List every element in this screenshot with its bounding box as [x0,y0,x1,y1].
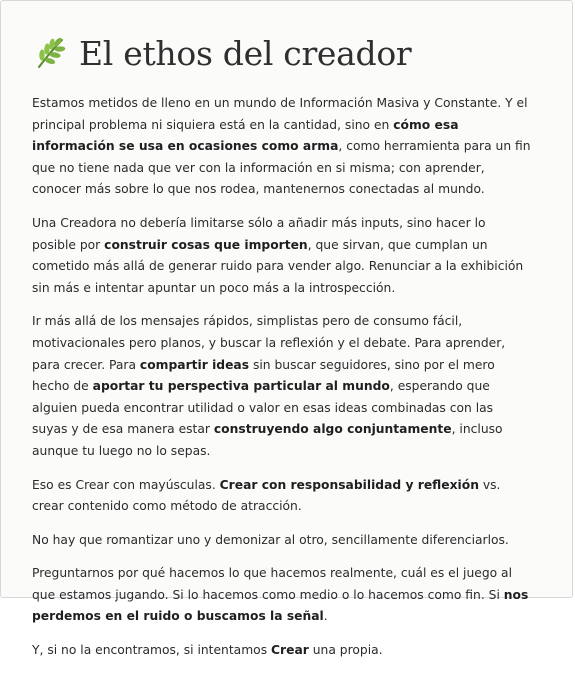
bold-text: Crear con responsabilidad y reflexión [219,477,479,492]
bold-text: Crear [271,643,309,658]
text-run: No hay que romantizar uno y demonizar al otro, sencillamente diferenciarlos. [32,532,509,547]
text-run: , esperando que alguien pueda encontrar utilidad o valor en esas ideas combinadas con las suyas y de esa manera estar [32,379,494,437]
paragraph [32,640,532,662]
paragraph [32,563,532,628]
text-run: Eso es Crear con mayúsculas. [32,477,220,492]
bold-text: nos perdemos en el ruido o buscamos la señal [32,587,529,624]
paragraph [32,311,532,462]
text-run: Y, si no la encontramos, si intentamos [32,643,272,658]
text-run: , que sirvan, que cumplan un cometido más allá de generar ruido para vender algo. Renunciar a la exhibición sin más e intentar apuntar un poco más a la introspección. [32,237,524,295]
text-run: Estamos metidos de lleno en un mundo de Información Masiva y Constante. Y el principal problema ni siquiera está en la cantidad, sino en [32,96,528,132]
bold-text: compartir ideas [139,357,250,372]
text-run: . [323,609,328,624]
paragraph [32,93,532,201]
text-run: vs. crear contenido como método de atracción. [32,477,501,514]
paragraph [32,530,532,552]
text-run: Ir más allá de los mensajes rápidos, simplistas pero de consumo fácil, motivacionales pero planos, y buscar la reflexión y el debate. Para aprender, para crecer. Para [32,314,506,372]
bold-text: aportar tu perspectiva particular al mundo [92,379,390,394]
text-run: Preguntarnos por qué hacemos lo que hacemos realmente, cuál es el juego al que estamos jugando. Si lo hacemos como medio o lo hacemos como fin. Si [32,566,513,602]
text-run: , incluso aunque tu luego no lo sepas. [32,422,503,458]
paragraph [32,213,532,299]
text-run: , como herramienta para un fin que no tiene nada que ver con la información en si misma; con aprender, conocer más sobre lo que nos rodea, mantenernos conectadas al mundo. [32,139,531,197]
bold-text: cómo esa información se usa en ocasiones como arma [32,117,459,154]
paragraph [32,475,532,518]
title-row [33,31,411,75]
herb-icon [33,35,69,71]
text-run: sin buscar seguidores, sino por el mero hecho de [32,357,495,394]
article-body [32,93,532,674]
bold-text: construyendo algo conjuntamente [213,422,452,437]
page-title: El ethos del creador [79,33,412,73]
text-run: Una Creadora no debería limitarse sólo a añadir más inputs, sino hacer lo posible por [32,215,486,252]
text-run: una propia. [308,643,383,658]
bold-text: construir cosas que importen [104,237,308,252]
